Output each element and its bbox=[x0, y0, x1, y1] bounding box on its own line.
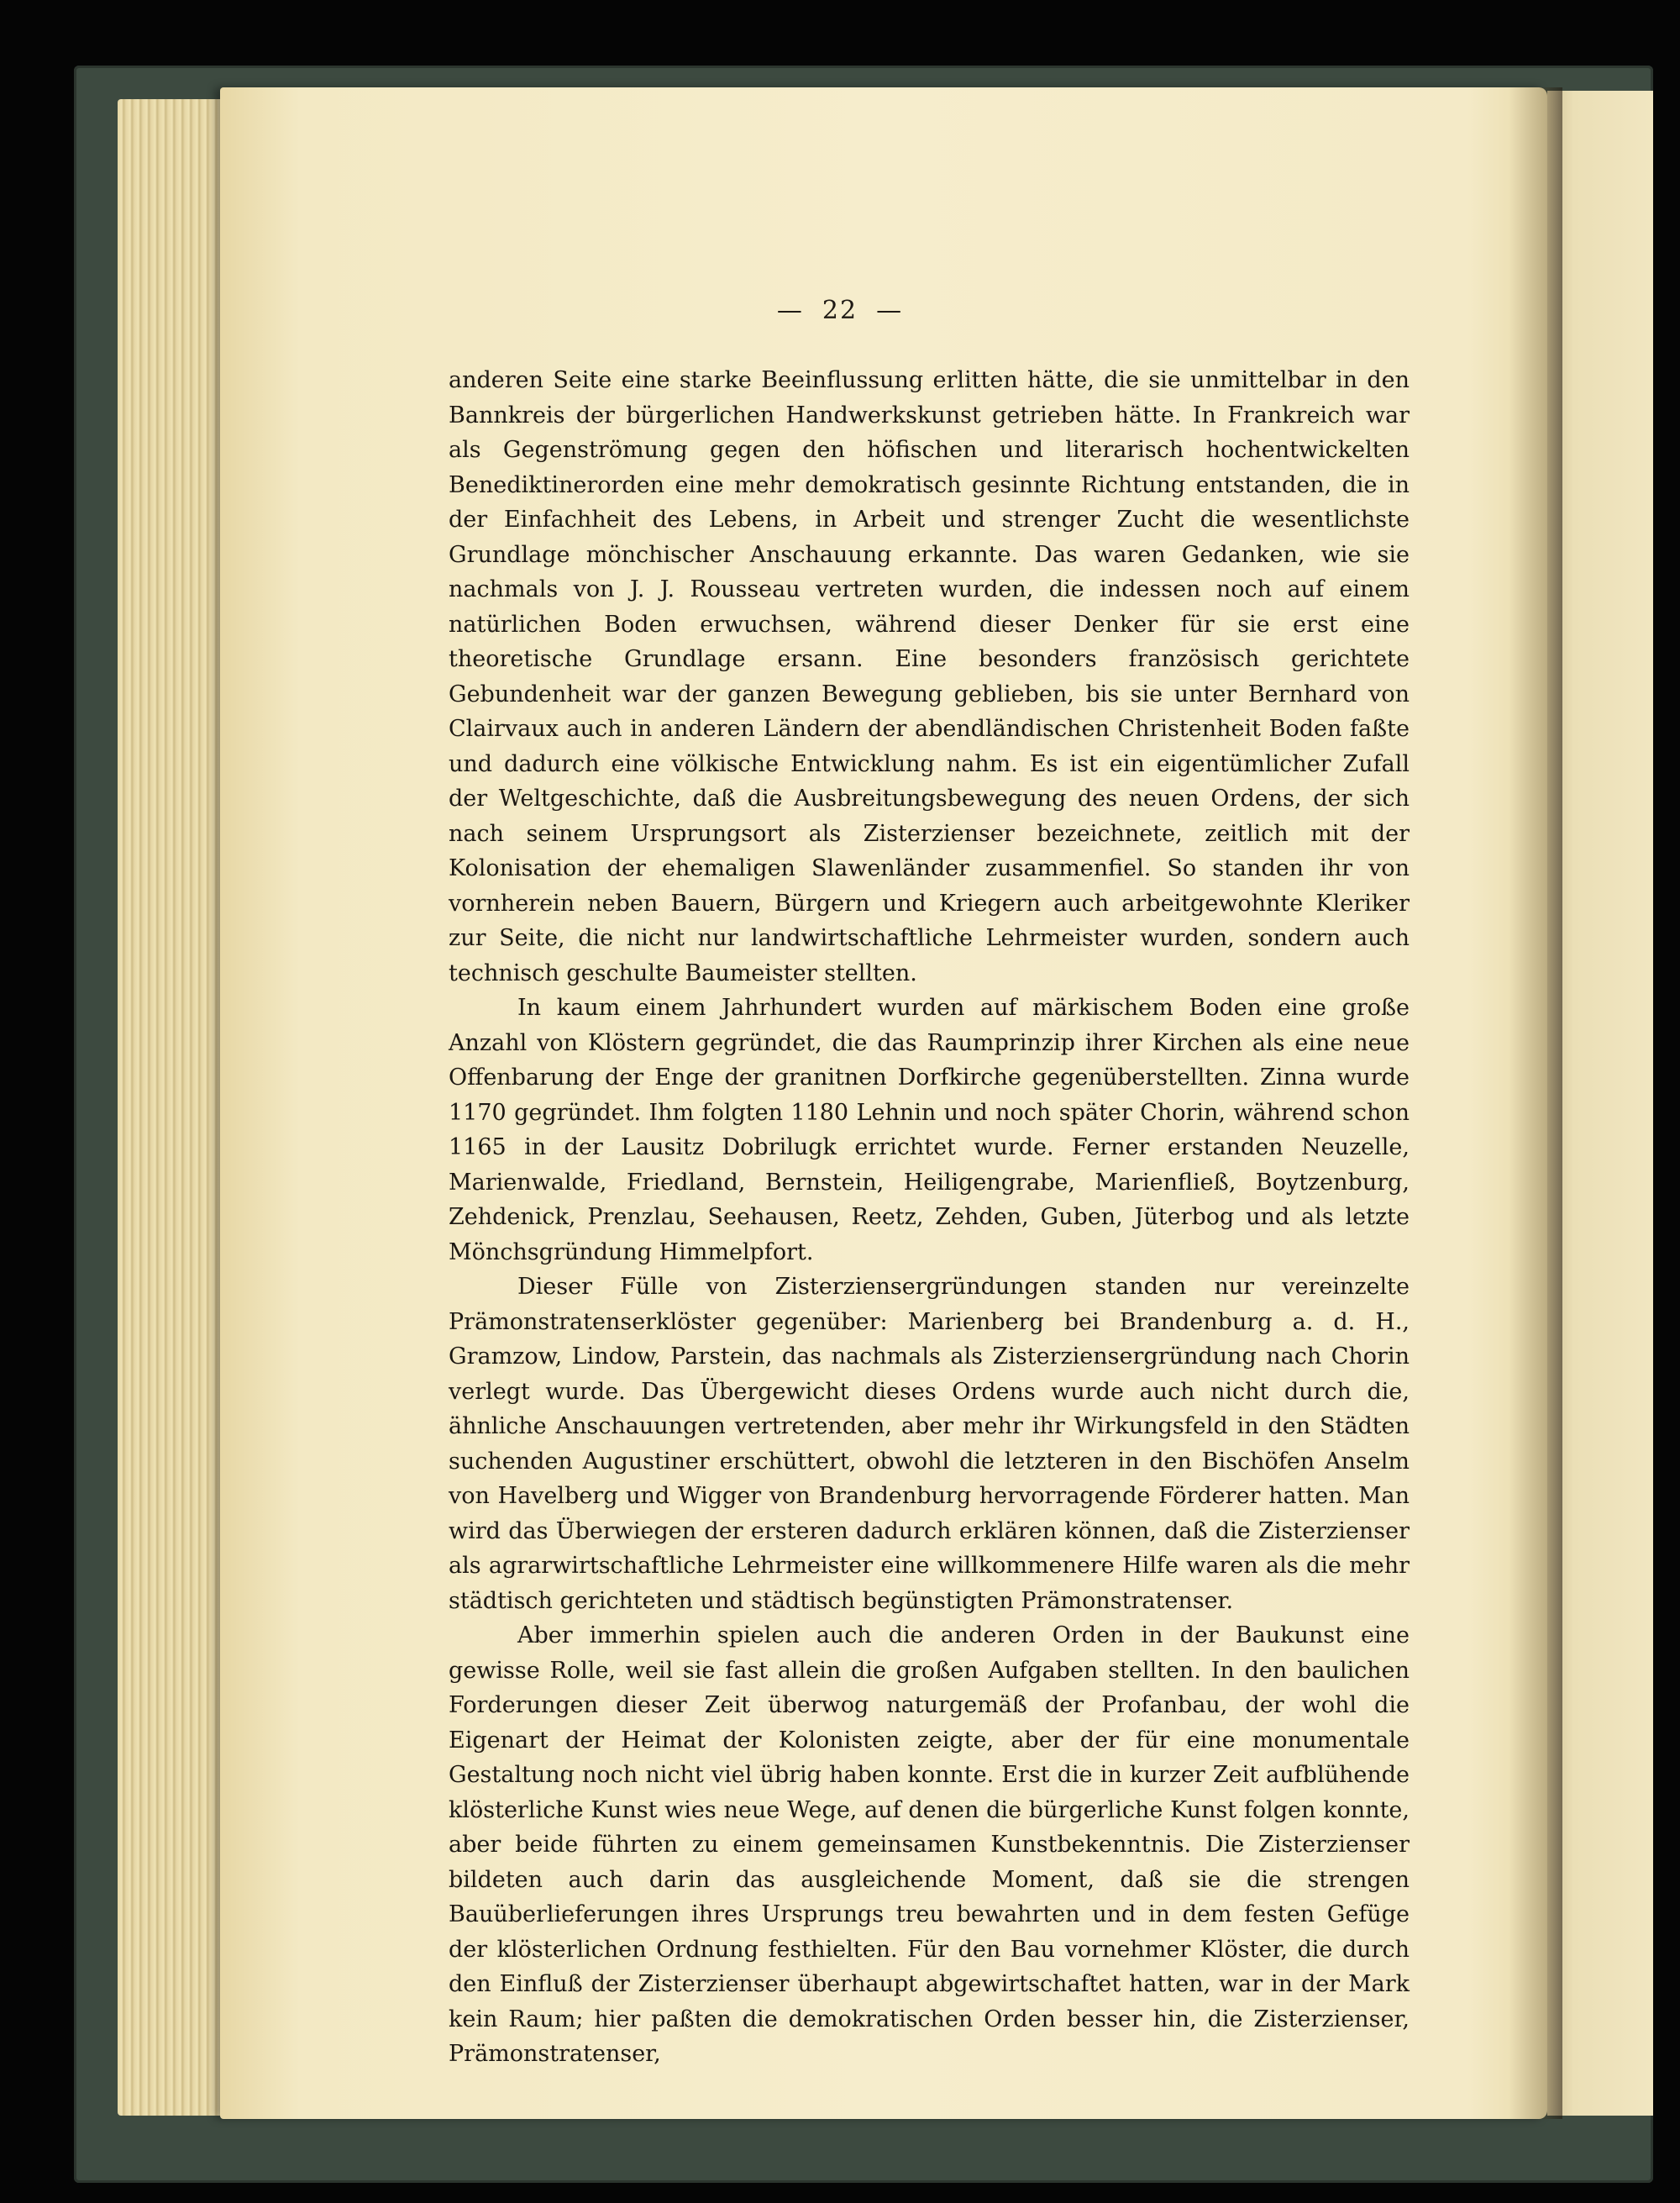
paragraph-1: anderen Seite eine starke Beeinflussung erlitten hätte, die sie unmittelbar in den Bannkreis der bürgerlichen Handwerkskunst getrieben hätte. In Frankreich war als Gegenströmung gegen den höfischen und literarisch hochentwickelten Benediktinerorden eine mehr demokratisch gesinnte Richtung entstanden, die in der Einfachheit des Lebens, in Arbeit und strenger Zucht die wesentlichste Grundlage mönchischer Anschauung erkannte. Das waren Gedanken, wie sie nachmals von J. J. Rousseau vertreten wurden, die indessen noch auf einem natürlichen Boden erwuchsen, während dieser Denker für sie erst eine theoretische Grundlage ersann. Eine besonders französisch gerichtete Gebundenheit war der ganzen Bewegung geblieben, bis sie unter Bernhard von Clairvaux auch in anderen Ländern der abendländischen Christenheit Boden faßte und dadurch eine völkische Entwicklung nahm. Es ist ein eigentümlicher Zufall der Weltgeschichte, daß die Ausbreitungsbewegung des neuen Ordens, der sich nach seinem Ursprungsort als Zisterzienser bezeichnete, zeitlich mit der Kolonisation der ehemaligen Slawenländer zusammenfiel. So standen ihr von vornherein neben Bauern, Bürgern und Kriegern auch arbeitgewohnte Kleriker zur Seite, die nicht nur landwirtschaftliche Lehrmeister wurden, sondern auch technisch geschulte Baumeister stellten. bbox=[449, 367, 1410, 986]
body-text bbox=[449, 363, 1410, 2072]
paragraph-2: In kaum einem Jahrhundert wurden auf märkischem Boden eine große Anzahl von Klöstern gegründet, die das Raumprinzip ihrer Kirchen als eine neue Offenbarung der Enge der granitnen Dorfkirche gegenüberstellten. Zinna wurde 1170 gegründet. Ihm folgten 1180 Lehnin und noch später Chorin, während schon 1165 in der Lausitz Dobrilugk errichtet wurde. Ferner erstanden Neuzelle, Marienwalde, Friedland, Bernstein, Heiligengrabe, Marienfließ, Boytzenburg, Zehdenick, Prenzlau, Seehausen, Reetz, Zehden, Guben, Jüterbog und als letzte Mönchsgründung Himmelpfort. bbox=[449, 995, 1410, 1265]
page-number-value: 22 bbox=[822, 296, 858, 325]
paragraph-3: Dieser Fülle von Zisterziensergründungen standen nur vereinzelte Prämonstratenserklöster gegenüber: Marienberg bei Brandenburg a. d. H., Gramzow, Lindow, Parstein, das nachmals als Zisterziensergründung nach Chorin verlegt wurde. Das Übergewicht dieses Ordens wurde auch nicht durch die, ähnliche Anschauungen vertretenden, aber mehr ihr Wirkungsfeld in den Städten suchenden Augustiner erschüttert, obwohl die letzteren in den Bischöfen Anselm von Havelberg und Wigger von Brandenburg hervorragende Förderer hatten. Man wird das Überwiegen der ersteren dadurch erklären können, daß die Zisterzienser als agrarwirtschaftliche Lehrmeister eine willkommenere Hilfe waren als die mehr städtisch gerichteten und städtisch begünstigten Prämonstratenser. bbox=[449, 1274, 1410, 1614]
page-edges bbox=[118, 99, 227, 2116]
gutter-shadow bbox=[1509, 87, 1562, 2119]
paragraph-4: Aber immerhin spielen auch die anderen Orden in der Baukunst eine gewisse Rolle, weil sie fast allein die großen Aufgaben stellten. In den baulichen Forderungen dieser Zeit überwog naturgemäß der Profanbau, der wohl die Eigenart der Heimat der Kolonisten zeigte, aber der für eine monumentale Gestaltung noch nicht viel übrig haben konnte. Erst die in kurzer Zeit aufblühende klösterliche Kunst wies neue Wege, auf denen die bürgerliche Kunst folgen konnte, aber beide führten zu einem gemeinsamen Kunstbekenntnis. Die Zisterzienser bildeten auch darin das ausgleichende Moment, daß sie die strengen Bauüberlieferungen ihres Ursprungs treu bewahrten und in dem festen Gefüge der klösterlichen Ordnung festhielten. Für den Bau vornehmer Klöster, die durch den Einfluß der Zisterzienser überhaupt abgewirtschaftet hatten, war in der Mark kein Raum; hier paßten die demokratischen Orden besser hin, die Zisterzienser, Prämonstratenser, bbox=[449, 1622, 1410, 2067]
facing-page-edge bbox=[1547, 91, 1653, 2116]
page-number: — 22 — bbox=[776, 296, 904, 325]
